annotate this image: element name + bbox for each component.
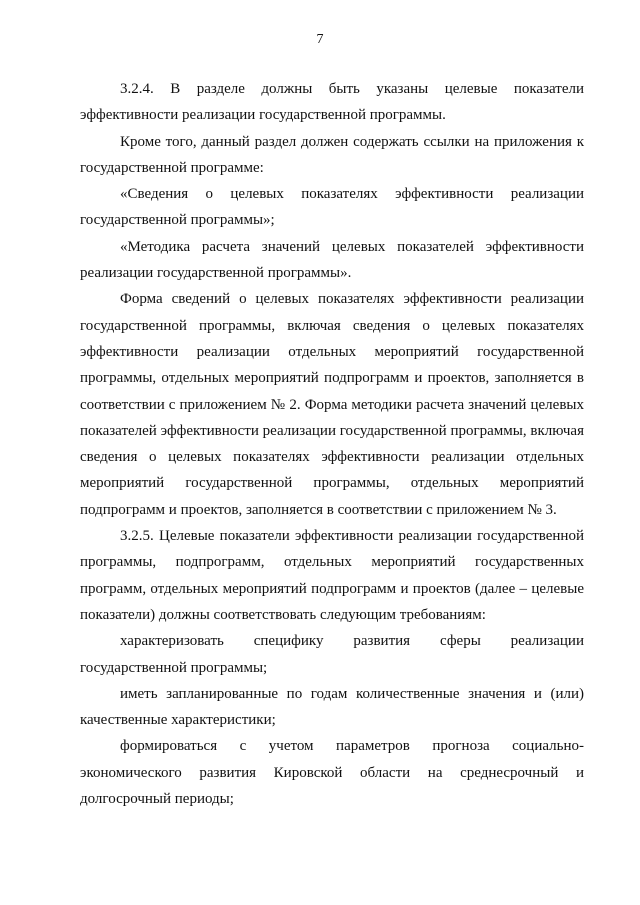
- paragraph-attachment-info: «Сведения о целевых показателях эффективности реализации государственной программы»;: [80, 186, 584, 229]
- paragraph-requirement-specifics: характеризовать специфику развития сферы реализации государственной программы;: [80, 633, 584, 676]
- paragraph-requirement-forecast: формироваться с учетом параметров прогноза социально-экономического развития Кировской области на среднесрочный и долгосрочный периоды;: [80, 738, 584, 808]
- paragraph-attachment-method: «Методика расчета значений целевых показателей эффективности реализации государственной программы».: [80, 238, 584, 282]
- paragraph-requirement-planned-values: иметь запланированные по годам количественные значения и (или) качественные характеристики;: [80, 685, 584, 729]
- document-body: [80, 76, 584, 812]
- paragraph-forms: Форма сведений о целевых показателях эффективности реализации государственной программы, включая сведения о целевых показателях эффективности реализации отдельных мероприятий государственной программы, отдельных мероприятий подпрограмм и проектов, заполняется в соответствии с приложением № 2. Форма методики расчета значений целевых показателей эффективности реализации государственной программы, включая сведения о целевых показателях эффективности реализации отдельных мероприятий государственной программы, отдельных мероприятий подпрограмм и проектов, заполняется в соответствии с приложением № 3.: [80, 291, 584, 518]
- paragraph-3-2-5: 3.2.5. Целевые показатели эффективности реализации государственной программы, подпрограмм, отдельных мероприятий государственных программ, отдельных мероприятий подпрограмм и проектов (далее – целевые показатели) должны соответствовать следующим требованиям:: [80, 528, 584, 623]
- paragraph-attachments-intro: Кроме того, данный раздел должен содержать ссылки на приложения к государственной программе:: [80, 133, 584, 176]
- page-number: 7: [316, 32, 324, 47]
- paragraph-3-2-4: 3.2.4. В разделе должны быть указаны целевые показатели эффективности реализации государственной программы.: [80, 81, 584, 124]
